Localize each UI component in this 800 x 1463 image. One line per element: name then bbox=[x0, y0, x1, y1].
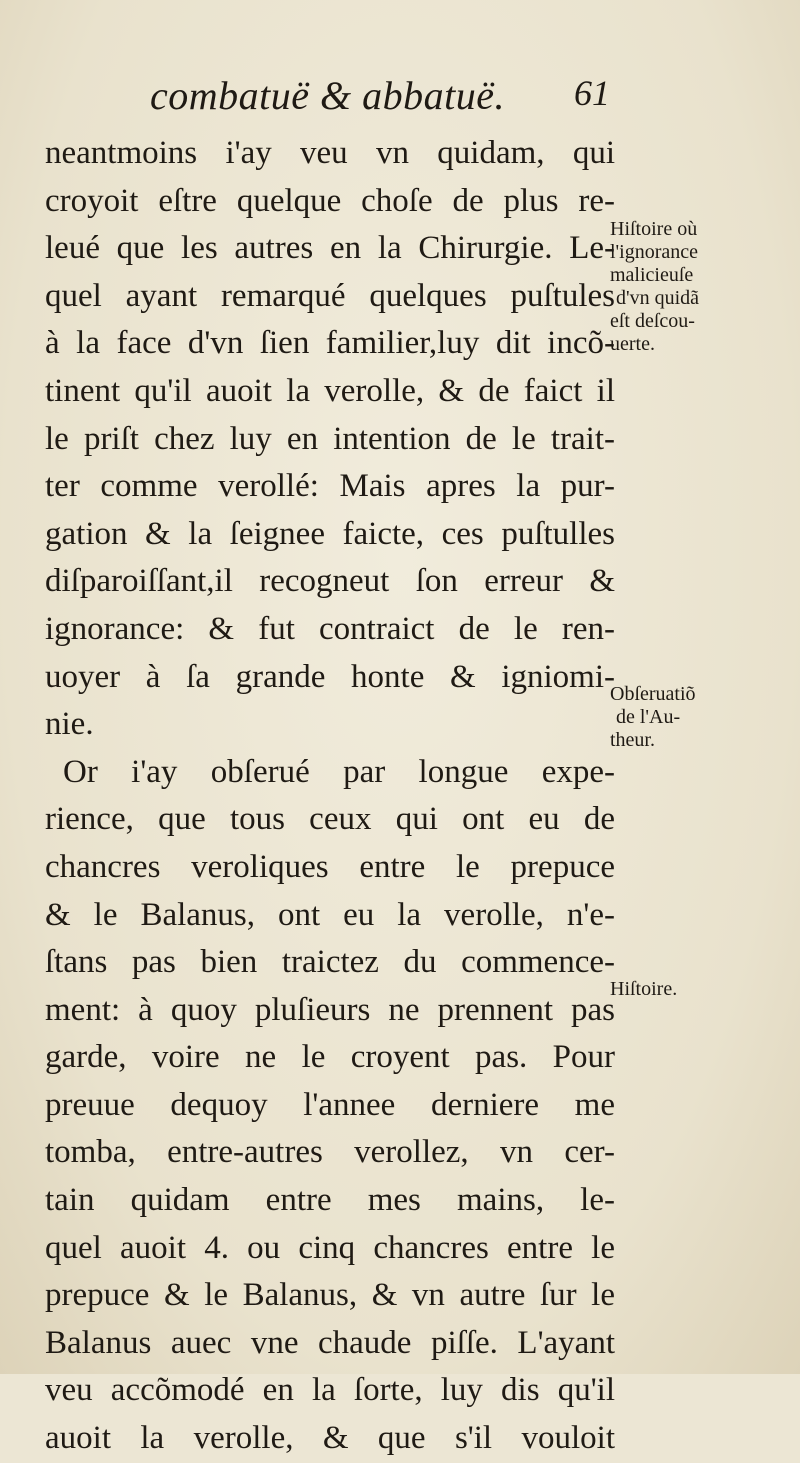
text-line: uoyer à ſa grande honte & igniomi- bbox=[45, 658, 615, 695]
text-line: preuue dequoy l'annee derniere me bbox=[45, 1086, 615, 1123]
margin-note-histoire-ignorance bbox=[610, 218, 780, 356]
text-line: rience, que tous ceux qui ont eu de bbox=[45, 801, 615, 838]
text-line: tain quidam entre mes mains, le- bbox=[45, 1182, 615, 1219]
body-text bbox=[45, 130, 615, 1463]
margin-note-line: Hiſtoire. bbox=[610, 978, 678, 1000]
text-line: leué que les autres en la Chirurgie. Le- bbox=[45, 230, 615, 267]
text-line: nie. bbox=[45, 706, 94, 743]
margin-note-line: uerte. bbox=[610, 333, 655, 355]
margin-note-line: l'ignorance bbox=[610, 241, 699, 263]
text-line: diſparoiſſant,il recogneut ſon erreur & bbox=[45, 563, 615, 600]
text-line: auoit la verolle, & que s'il vouloit bbox=[45, 1420, 615, 1457]
margin-note-line: Obſeruatiõ bbox=[610, 683, 696, 705]
running-head: combatuë & abbatuë. bbox=[150, 73, 505, 118]
text-line: le priſt chez luy en intention de le trait- bbox=[45, 420, 615, 457]
text-line: Balanus auec vne chaude piſſe. L'ayant bbox=[45, 1324, 615, 1361]
text-line: croyoit eſtre quelque choſe de plus re- bbox=[45, 182, 615, 219]
margin-note-line: malicieuſe bbox=[610, 264, 694, 286]
text-line: ment: à quoy pluſieurs ne prennent pas bbox=[45, 991, 615, 1028]
text-line: veu accõmodé en la ſorte, luy dis qu'il bbox=[45, 1372, 615, 1409]
text-line: tinent qu'il auoit la verolle, & de faict il bbox=[45, 372, 615, 409]
margin-note-observation bbox=[610, 683, 780, 752]
text-line: chancres veroliques entre le prepuce bbox=[45, 848, 615, 885]
margin-note-line: theur. bbox=[610, 729, 655, 751]
page-header bbox=[150, 72, 610, 120]
text-line: à la face d'vn ſien familier,luy dit incõ- bbox=[45, 325, 615, 362]
text-line: neantmoins i'ay veu vn quidam, qui bbox=[45, 135, 615, 171]
text-line: & le Balanus, ont eu la verolle, n'e- bbox=[45, 896, 615, 933]
text-line: ter comme verollé: Mais apres la pur- bbox=[45, 468, 615, 505]
text-line: tomba, entre-autres verollez, vn cer- bbox=[45, 1134, 615, 1171]
text-line: Or i'ay obſerué par longue expe- bbox=[63, 753, 615, 790]
text-line: quel ayant remarqué quelques puſtules bbox=[45, 277, 615, 314]
text-line: gation & la ſeignee faicte, ces puſtulles bbox=[45, 515, 615, 552]
margin-note-line: eſt deſcou- bbox=[610, 310, 695, 332]
text-line: prepuce & le Balanus, & vn autre ſur le bbox=[45, 1277, 615, 1314]
margin-note-histoire bbox=[610, 978, 780, 1001]
margin-note-line: Hiſtoire où bbox=[610, 218, 698, 240]
text-line: garde, voire ne le croyent pas. Pour bbox=[45, 1039, 615, 1076]
text-line: ignorance: & fut contraict de le ren- bbox=[45, 610, 615, 647]
margin-note-line: d'vn quidã bbox=[616, 287, 700, 309]
text-line: quel auoit 4. ou cinq chancres entre le bbox=[45, 1229, 615, 1266]
page-number: 61 bbox=[574, 73, 610, 113]
text-line: ſtans pas bien traictez du commence- bbox=[45, 944, 615, 981]
margin-note-line: de l'Au- bbox=[616, 706, 681, 728]
